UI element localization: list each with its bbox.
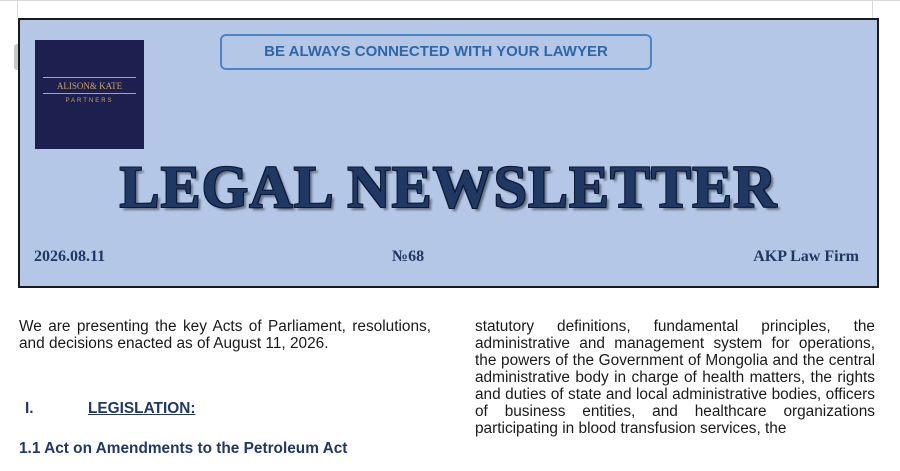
logo-rule-top: [43, 77, 136, 78]
left-column: [19, 318, 431, 457]
page-corner-right: [872, 0, 873, 18]
logo-subtitle: PARTNERS: [65, 98, 114, 104]
newsletter-title: LEGAL NEWSLETTER: [119, 154, 778, 220]
logo-rule-bottom: [43, 93, 136, 94]
issue-number: №68: [392, 248, 425, 265]
right-column-text: statutory definitions, fundamental principles, the administrative and management system for operations, the powers of the Government of Mongolia and the central administrative body in charge of health matters, the rights and duties of state and local administrative bodies, officers of business entities, and healthcare organizations participating in blood transfusion services, the: [475, 318, 875, 437]
tagline-box: BE ALWAYS CONNECTED WITH YOUR LAWYER: [220, 34, 652, 70]
firm-logo: [35, 40, 144, 149]
page-top-edge: [0, 0, 900, 1]
newsletter-banner: [18, 18, 879, 288]
section-number: I.: [25, 400, 34, 417]
subsection-heading: 1.1 Act on Amendments to the Petroleum Act: [19, 440, 348, 457]
section-title: LEGISLATION:: [88, 400, 196, 417]
page-corner-left: [17, 0, 18, 18]
right-column: [475, 318, 875, 437]
issue-date: 2026.08.11: [34, 248, 106, 265]
logo-name: ALISON& KATE: [56, 81, 123, 91]
intro-paragraph: We are presenting the key Acts of Parliament, resolutions, and decisions enacted as of August 11, 2026.: [19, 318, 431, 352]
firm-name: AKP Law Firm: [753, 248, 859, 265]
